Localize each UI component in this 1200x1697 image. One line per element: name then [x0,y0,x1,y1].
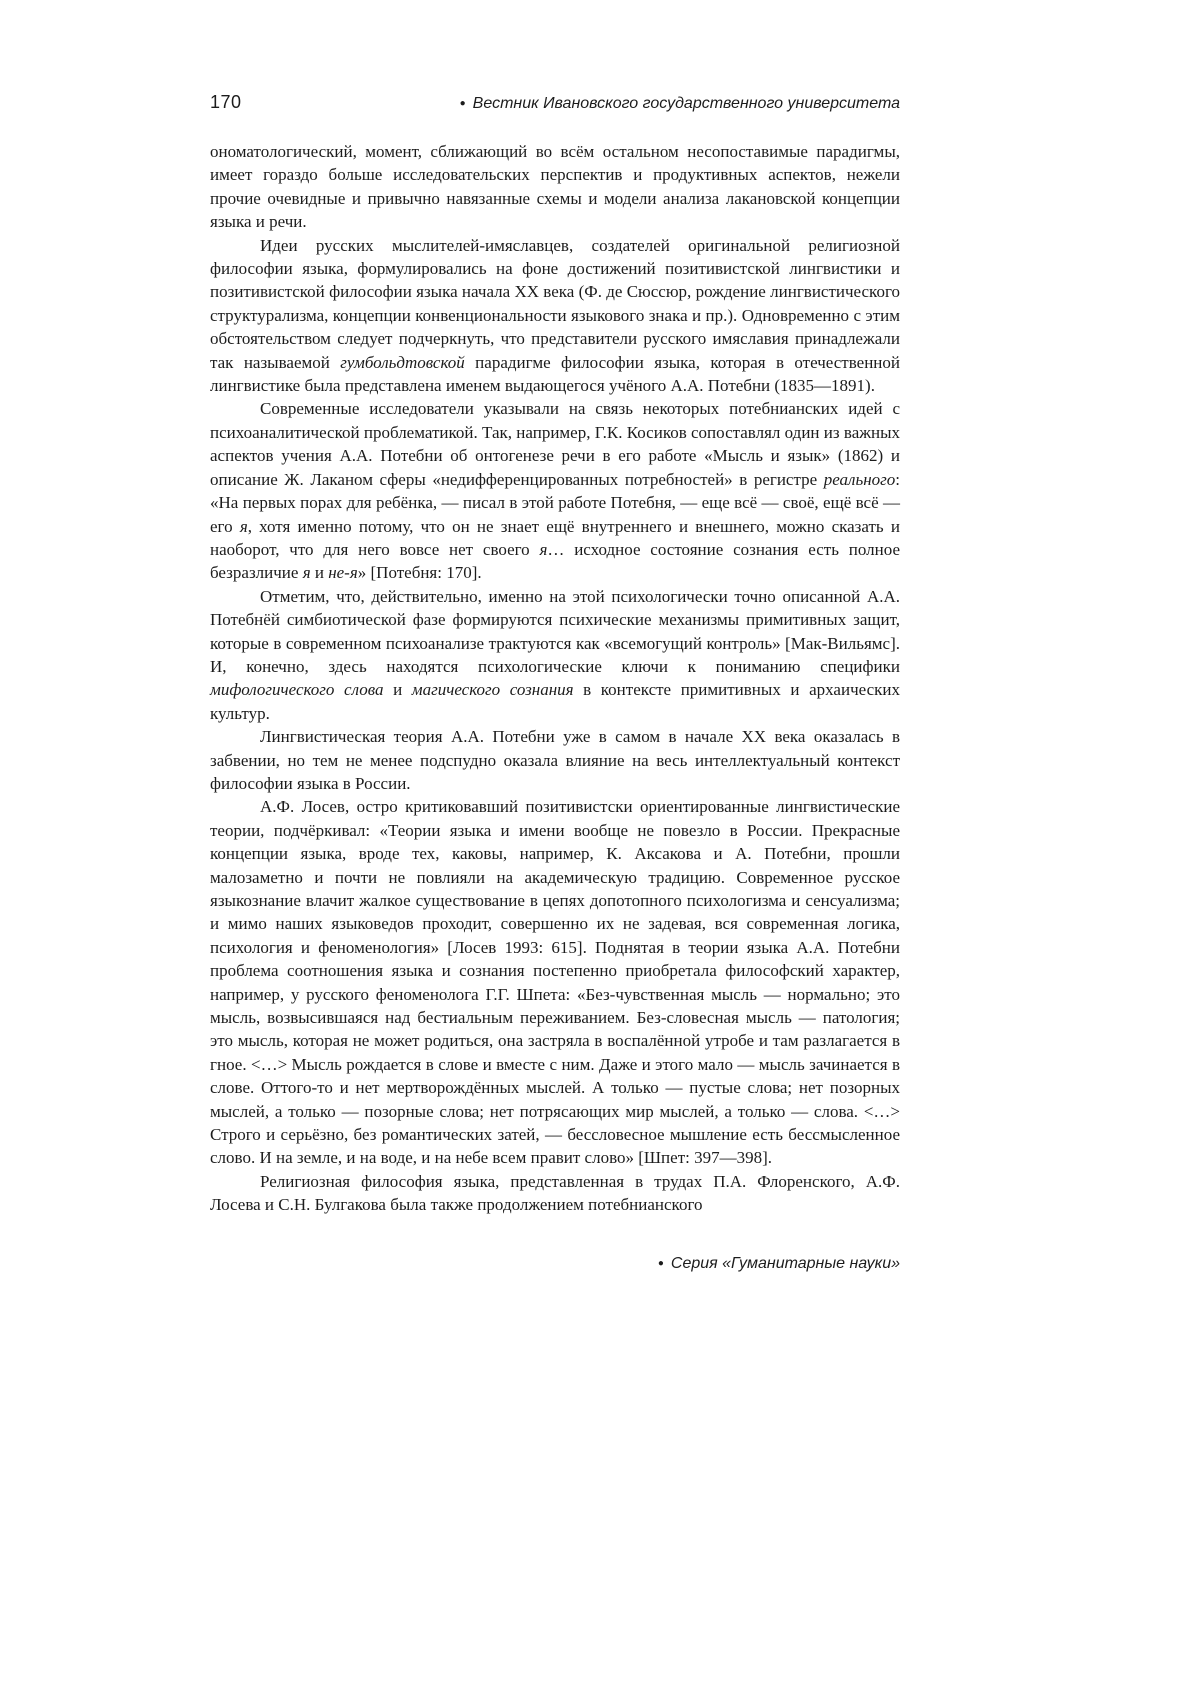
paragraph [210,585,900,725]
running-header [210,92,900,113]
paragraph [210,397,900,584]
paragraph [210,234,900,398]
text-run: : «На первых порах для ребёнка, — писал в этой работе Потебня, — еще всё — своё, ещё всё — его [210,469,900,536]
paragraph [210,140,900,234]
paragraph [210,795,900,1170]
journal-title-text: Вестник Ивановского государственного университета [472,95,900,112]
text-run: Отметим, что, действительно, именно на этой психологически точно описанной А.А. Потебнёй симбиотической фазе формируются психические механизмы примитивных защит, которые в современном психоанализе трактуются как «всемогущий контроль» [Мак-Вильямс]. И, конечно, здесь находятся психологические ключи к пониманию специфики [210,586,900,676]
text-run: » [Потебня: 170]. [357,563,482,583]
text-run: … исходное состояние сознания есть полное безразличие [210,539,901,583]
text-run: Лингвистическая теория А.А. Потебни уже в самом в начале XX века оказалась в забвении, но тем не менее подспудно оказала влияние на весь интеллектуальный контекст философии языка в России. [210,727,900,793]
emphasis-text: не-я [328,563,358,583]
text-column [210,92,900,1273]
text-run: , хотя именно потому, что он не знает ещё внутреннего и внешнего, можно сказать и наоборот, что для него вовсе нет своего [210,516,900,559]
emphasis-text: реального [823,469,896,489]
bullet-icon: ● [459,98,466,109]
article-body [210,140,900,1217]
text-run: парадигме философии языка, которая в отечественной лингвистике была представлена именем выдающегося учёного А.А. Потебни (1835—1891). [210,352,900,396]
text-run: и [383,680,412,700]
text-run: ономатологический, момент, сближающий во всём остальном несопоставимые парадигмы, имеет гораздо больше исследовательских перспектив и продуктивных аспектов, нежели прочие очевидные и привычно навязанные схемы и модели анализа лакановской концепции языка и речи. [210,142,900,232]
journal-title [460,95,900,113]
emphasis-text: магического сознания [411,680,574,700]
text-run: Религиозная философия языка, представленная в трудах П.А. Флоренского, А.Ф. Лосева и С.Н. Булгакова была также продолжением потебнианского [210,1171,900,1215]
emphasis-text: я [239,516,248,536]
text-run: и [310,563,329,583]
running-footer [210,1255,900,1273]
emphasis-text: я [539,539,548,559]
text-run: в контексте примитивных и архаических культур. [210,680,900,723]
paragraph [210,725,900,795]
bullet-icon: ● [657,1257,664,1269]
text-run: Современные исследователи указывали на связь некоторых потебнианских идей с психоаналитической проблематикой. Так, например, Г.К. Косиков сопоставлял один из важных аспектов учения А.А. Потебни об онтогенезе речи в его работе «Мысль и язык» (1862) и описание Ж. Лаканом сферы «недифференцированных потребностей» в регистре [210,399,900,489]
text-run: А.Ф. Лосев, остро критиковавший позитивистски ориентированные лингвистические теории, подчёркивал: «Теории языка и имени вообще не повезло в России. Прекрасные концепции языка, вроде тех, каковы, например, К. Аксакова и А. Потебни, прошли малозаметно и почти не повлияли на академическую традицию. Современное русское языкознание влачит жалкое существование в цепях допотопного психологизма и сенсуализма; и мимо наших языковедов проходит, совершенно их не задевая, вся современная логика, психология и феноменология» [Лосев 1993: 615]. Поднятая в теории языка А.А. Потебни проблема соотношения языка и сознания постепенно приобретала философский характер, например, у русского феноменолога Г.Г. Шпета: «Без-чувственная мысль — нормально; это мысль, возвысившаяся над бестиальным переживанием. Без-словесная мысль — патология; это мысль, которая не может родиться, она застряла в воспалённой утробе и там разлагается в гное. <…> Мысль рождается в слове и вместе с ним. Даже и этого мало — мысль зачинается в слове. Оттого-то и нет мертворождённых мыслей. А только — пустые слова; нет позорных мыслей, а только — позорные слова; нет потрясающих мир мыслей, а только — слова. <…> Строго и серьёзно, без романтических затей, — бессловесное мышление есть бессмысленное слово. И на земле, и на воде, и на небе всем правит слово» [Шпет: 397—398]. [210,797,900,1168]
page-number: 170 [210,92,242,112]
paragraph [210,1170,900,1217]
text-run: Идеи русских мыслителей-имяславцев, создателей оригинальной религиозной философии языка, формулировались на фоне достижений позитивистской лингвистики и позитивистской философии языка начала XX века (Ф. де Сюссюр, рождение лингвистического структурализма, концепции конвенциональности языкового знака и пр.). Одновременно с этим обстоятельством следует подчеркнуть, что представители русского имяславия принадлежали так называемой [210,235,900,372]
emphasis-text: мифологического слова [210,680,384,700]
emphasis-text: я [302,563,311,583]
series-title-text: Серия «Гуманитарные науки» [670,1254,900,1272]
emphasis-text: гумбольдтовской [340,352,465,372]
